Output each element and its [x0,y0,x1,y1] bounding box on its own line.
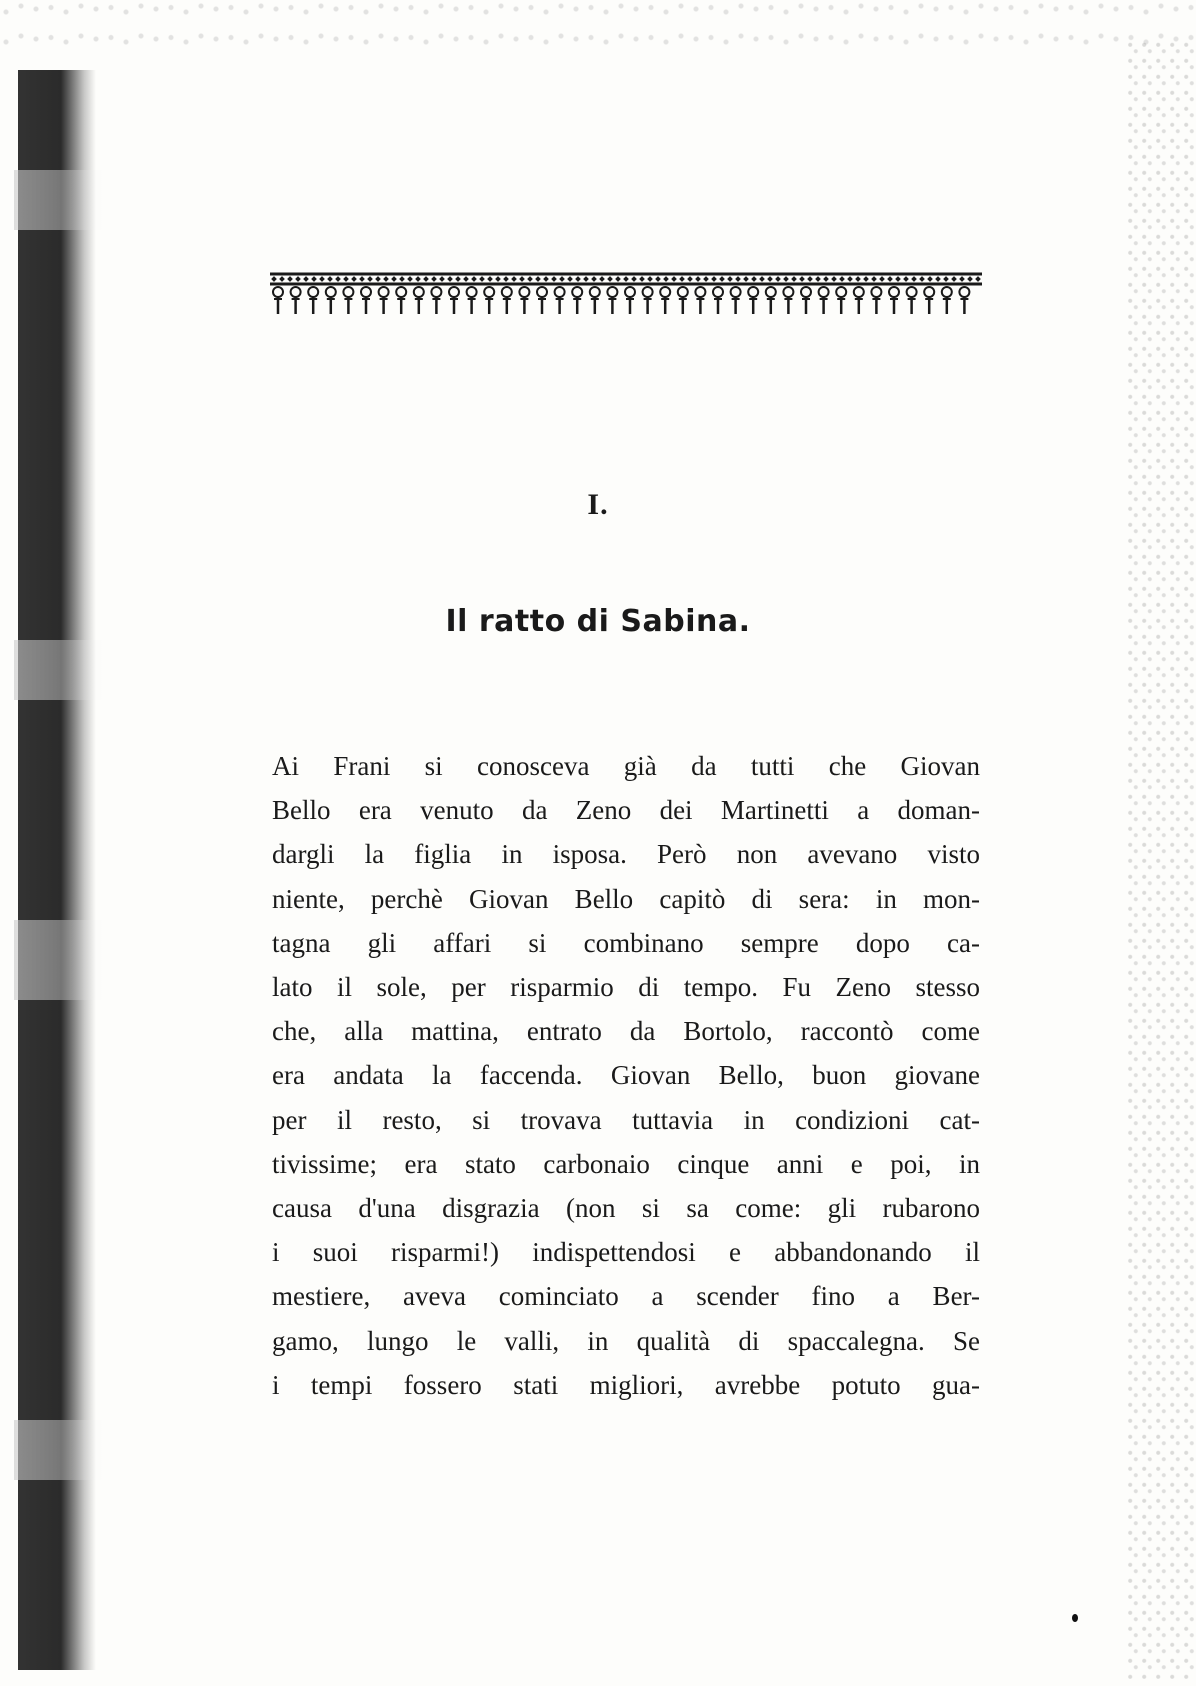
decorative-ornament-band [270,270,982,322]
scan-noise-top [0,0,1196,60]
binding-highlight [14,640,104,700]
text-line: tivissime; era stato carbonaio cinque anni e poi, in [272,1148,980,1179]
text-line: i suoi risparmi!) indispettendosi e abbandonando il [272,1237,980,1268]
chapter-title: Il ratto di Sabina. [445,604,751,639]
text-line: era andata la faccenda. Giovan Bello, buon giovane [272,1060,980,1091]
text-line: mestiere, aveva cominciato a scender fino a Ber- [272,1281,980,1312]
binding-highlight [14,170,104,230]
text-line: Bello era venuto da Zeno dei Martinetti a doman- [272,795,980,826]
text-line: Ai Frani si conosceva già da tutti che Giovan [272,751,980,781]
chapter-number: I. [587,488,609,521]
text-line: lato il sole, per risparmio di tempo. Fu Zeno stesso [272,972,980,1003]
text-line: tagna gli affari si combinano sempre dopo ca- [272,927,980,958]
text-line: per il resto, si trovava tuttavia in condizioni cat- [272,1104,980,1135]
ink-spot [1072,1614,1078,1622]
text-line: gamo, lungo le valli, in qualità di spaccalegna. Se [272,1325,980,1356]
scan-noise-right [1126,40,1196,1680]
body-paragraph [272,744,980,1407]
binding-highlight [14,920,104,1000]
text-line: che, alla mattina, entrato da Bortolo, raccontò come [272,1016,980,1047]
text-line: niente, perchè Giovan Bello capitò di sera: in mon- [272,883,980,914]
text-line: i tempi fossero stati migliori, avrebbe potuto gua- [272,1369,980,1400]
text-line: causa d'una disgrazia (non si sa come: gli rubarono [272,1193,980,1224]
text-line: dargli la figlia in isposa. Però non avevano visto [272,839,980,870]
binding-highlight [14,1420,104,1480]
